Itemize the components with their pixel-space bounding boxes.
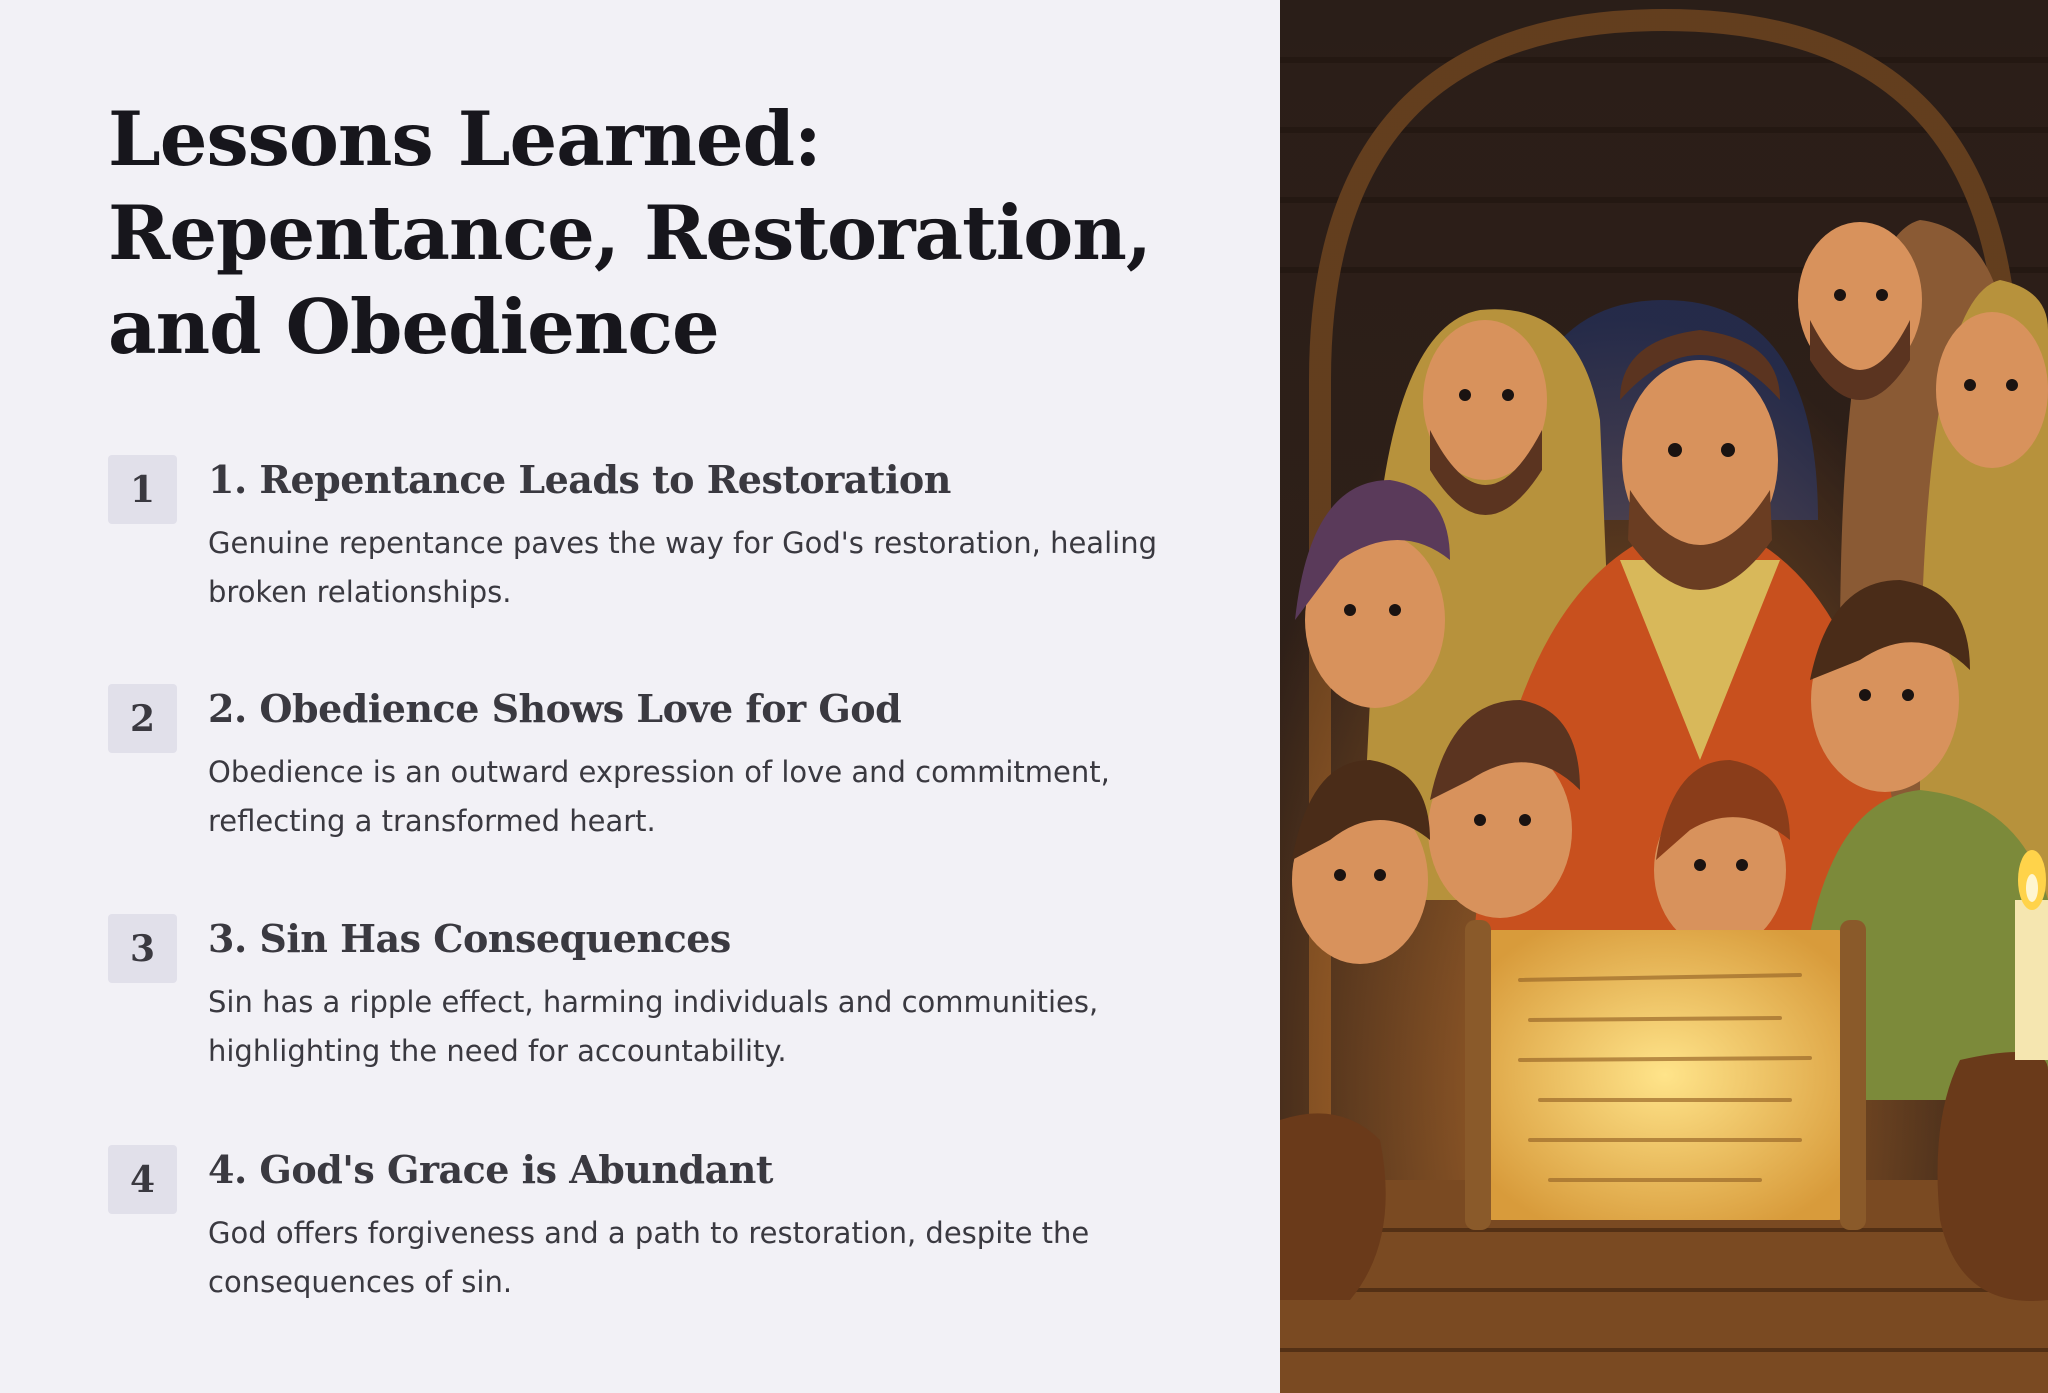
lesson-number-badge: 3 xyxy=(108,914,177,983)
lesson-number-badge: 1 xyxy=(108,455,177,524)
lesson-description: God offers forgiveness and a path to restoration, despite the consequences of sin. xyxy=(208,1216,1090,1299)
lesson-description: Genuine repentance paves the way for God's restoration, healing broken relationships. xyxy=(208,526,1157,609)
lesson-title: 4. God's Grace is Abundant xyxy=(208,1147,773,1192)
slide-title: Lessons Learned: Repentance, Restoration, and Obedience xyxy=(108,95,1151,371)
lesson-description: Obedience is an outward expression of love and commitment, reflecting a transformed heart. xyxy=(208,755,1110,838)
lesson-number-badge: 4 xyxy=(108,1145,177,1214)
lesson-description: Sin has a ripple effect, harming individuals and communities, highlighting the need for accountability. xyxy=(208,985,1099,1068)
family-reading-scroll-illustration xyxy=(1280,0,2048,1393)
lesson-title: 3. Sin Has Consequences xyxy=(208,916,731,961)
illustration-image xyxy=(1280,0,2048,1393)
lesson-title: 2. Obedience Shows Love for God xyxy=(208,686,902,731)
lesson-number-badge: 2 xyxy=(108,684,177,753)
lesson-title: 1. Repentance Leads to Restoration xyxy=(208,457,951,502)
